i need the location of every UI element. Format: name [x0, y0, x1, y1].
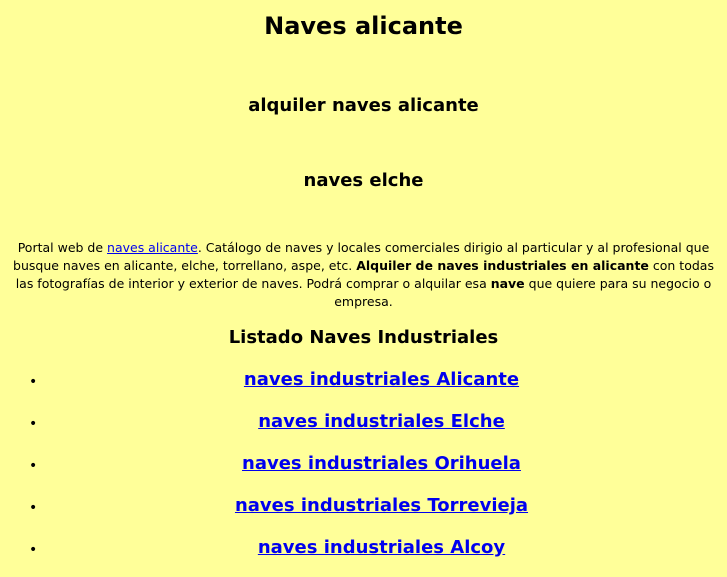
naves-link-elche[interactable]: naves industriales Elche: [258, 411, 505, 432]
list-item: [0, 367, 727, 409]
page-title: Naves alicante: [264, 12, 463, 40]
intro-paragraph: [10, 239, 717, 311]
list-item: [0, 493, 727, 535]
subtitle-alquiler: alquiler naves alicante: [248, 95, 479, 116]
intro-prefix: Portal web de: [17, 240, 108, 255]
bullet-icon: •: [29, 542, 38, 558]
intro-bold-alquiler: Alquiler de naves industriales en alicante: [356, 258, 649, 273]
naves-link-torrevieja[interactable]: naves industriales Torrevieja: [234, 495, 529, 516]
listado-title: Listado Naves Industriales: [228, 327, 499, 348]
bullet-icon: •: [29, 500, 38, 516]
naves-link-alicante[interactable]: naves industriales Alicante: [243, 369, 520, 390]
intro-bold-nave: nave: [490, 276, 525, 291]
list-item: [0, 535, 727, 577]
subtitle-elche: naves elche: [303, 170, 424, 191]
naves-list: [0, 367, 727, 577]
naves-link-orihuela[interactable]: naves industriales Orihuela: [242, 453, 521, 474]
bullet-icon: •: [29, 416, 38, 432]
bullet-icon: •: [29, 458, 38, 474]
intro-mid2: con todas las fotografías de interior y exterior de naves. Podrá comprar o alquilar esa: [15, 258, 714, 291]
intro-suffix: que quiere para su negocio o empresa.: [334, 276, 712, 309]
naves-alicante-link[interactable]: naves alicante: [107, 240, 198, 255]
naves-link-alcoy[interactable]: naves industriales Alcoy: [257, 537, 506, 558]
list-item: [0, 451, 727, 493]
list-item: [0, 409, 727, 451]
bullet-icon: •: [29, 374, 38, 390]
intro-mid: . Catálogo de naves y locales comerciales dirigio al particular y al profesional que busque naves en alicante, elche, torrellano, aspe, etc.: [13, 240, 710, 273]
